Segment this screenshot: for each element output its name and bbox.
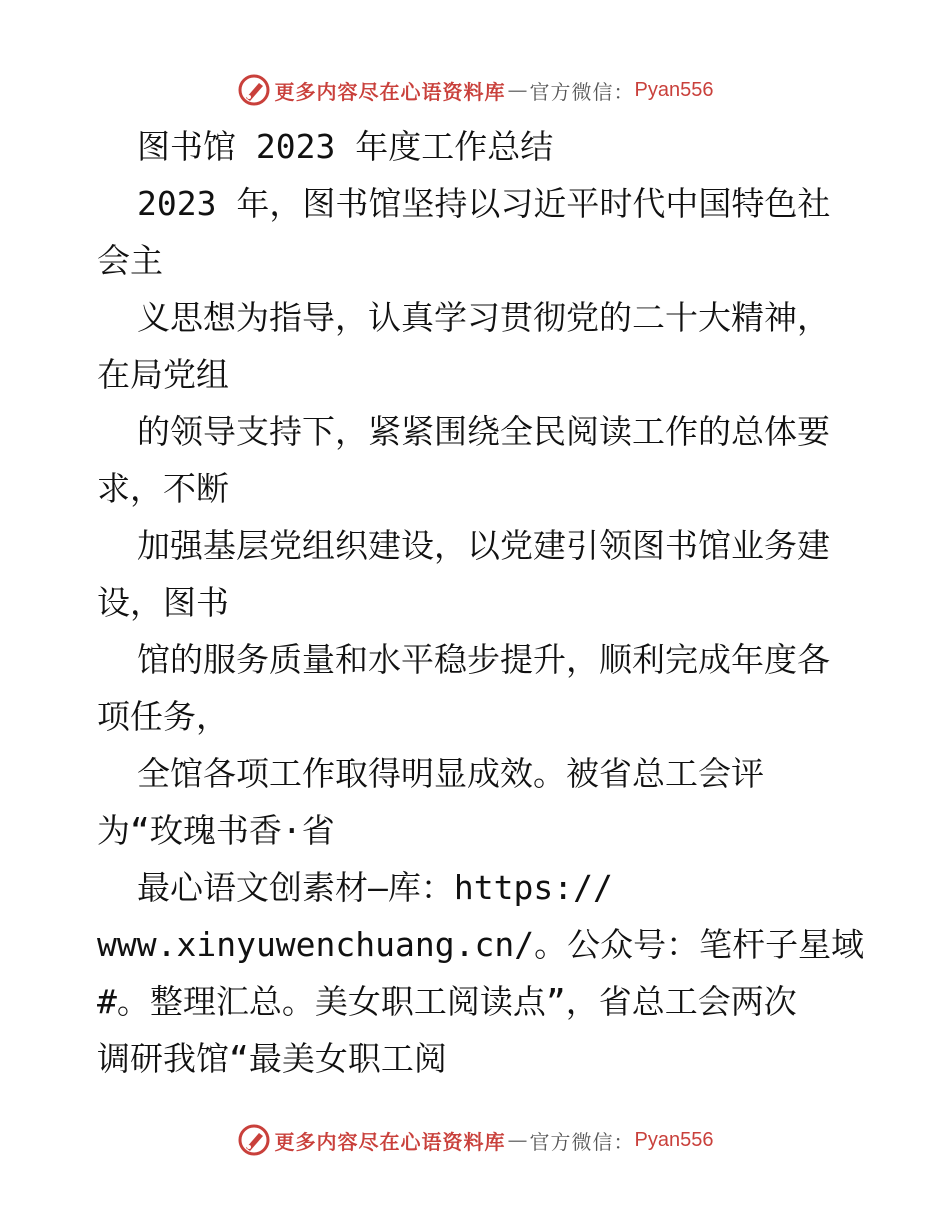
watermark-official-label: 官方微信：	[529, 1129, 635, 1154]
text-line: 为“玫瑰书香·省	[97, 811, 335, 850]
text-line: www.xinyuwenchuang.cn/。公众号：笔杆子星域	[97, 925, 865, 964]
text-line: 的领导支持下，紧紧围绕全民阅读工作的总体要	[137, 412, 830, 451]
document-body	[97, 118, 887, 1087]
document-title: 图书馆 2023 年度工作总结	[137, 127, 554, 166]
text-line: 馆的服务质量和水平稳步提升，顺利完成年度各	[137, 640, 830, 679]
watermark-separator: —	[507, 1128, 528, 1152]
watermark-account: Pyan556	[634, 1128, 714, 1151]
pen-logo-icon	[237, 1123, 271, 1157]
text-line: 设，图书	[97, 583, 229, 622]
text-line: 项任务，	[97, 697, 229, 736]
text-line: 义思想为指导，认真学习贯彻党的二十大精神，	[137, 298, 830, 337]
text-line: 会主	[97, 241, 163, 280]
watermark-account: Pyan556	[634, 78, 714, 101]
watermark-separator: —	[507, 78, 528, 102]
watermark-official-label: 官方微信：	[529, 79, 635, 104]
footer-watermark	[0, 1120, 950, 1160]
header-watermark	[0, 70, 950, 110]
watermark-text: 更多内容尽在心语资料库	[274, 1129, 506, 1154]
pen-logo-icon	[237, 73, 271, 107]
text-line: 求，不断	[97, 469, 229, 508]
text-line: 最心语文创素材—库：https://	[137, 868, 613, 907]
text-line: 在局党组	[97, 355, 229, 394]
watermark-text: 更多内容尽在心语资料库	[274, 79, 506, 104]
text-line: 2023 年，图书馆坚持以习近平时代中国特色社	[137, 184, 831, 223]
text-line: 调研我馆“最美女职工阅	[97, 1039, 447, 1078]
text-line: #。整理汇总。美女职工阅读点”，省总工会两次	[97, 982, 797, 1021]
text-line: 加强基层党组织建设，以党建引领图书馆业务建	[137, 526, 830, 565]
text-line: 全馆各项工作取得明显成效。被省总工会评	[137, 754, 764, 793]
